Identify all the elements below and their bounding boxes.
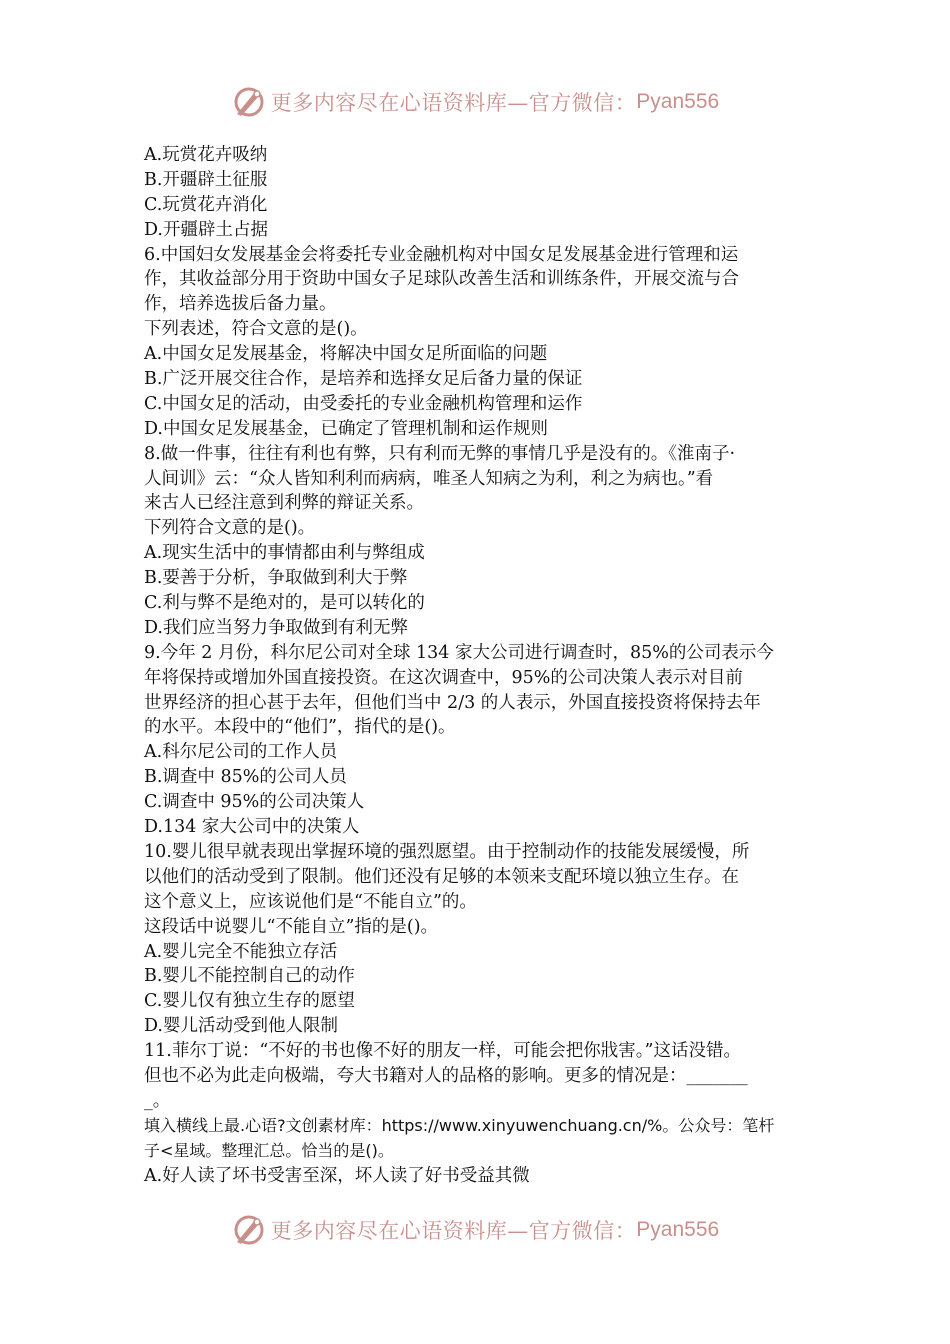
text-line: C.中国女足的活动，由受委托的专业金融机构管理和运作 — [144, 393, 583, 414]
watermark-text: 更多内容尽在心语资料库—官方微信： — [270, 91, 637, 115]
text-line: A.婴儿完全不能独立存活 — [144, 941, 338, 962]
text-line: 这个意义上，应该说他们是“不能自立”的。 — [144, 891, 477, 912]
watermark-wechat-id: Pyan556 — [636, 90, 720, 113]
text-line: D.婴儿活动受到他人限制 — [144, 1016, 338, 1037]
text-line: 但也不必为此走向极端，夸大书籍对人的品格的影响。更多的情况是：_______ — [144, 1065, 748, 1086]
document-body — [144, 143, 812, 1188]
text-line: 下列表述，符合文意的是()。 — [144, 319, 368, 340]
text-line: C.利与弊不是绝对的，是可以转化的 — [144, 593, 425, 614]
text-line: 作，其收益部分用于资助中国女子足球队改善生活和训练条件，开展交流与合 — [144, 269, 739, 290]
inserted-note-line: 子<星域。整理汇总。恰当的是()。 — [144, 1140, 394, 1160]
text-line: B.婴儿不能控制自己的动作 — [144, 966, 355, 987]
text-line: B.要善于分析，争取做到利大于弊 — [144, 568, 408, 589]
text-line: C.婴儿仅有独立生存的愿望 — [144, 991, 355, 1012]
text-line: A.玩赏花卉吸纳 — [144, 145, 268, 165]
pen-logo-icon — [231, 84, 267, 120]
watermark-footer — [0, 1208, 950, 1252]
text-line: _。 — [144, 1090, 171, 1111]
question-6-line: 6.中国妇女发展基金会将委托专业金融机构对中国女足发展基金进行管理和运 — [144, 244, 739, 265]
text-line: A.科尔尼公司的工作人员 — [144, 742, 338, 763]
text-line: B.调查中 85%的公司人员 — [144, 767, 347, 788]
pen-logo-icon — [231, 1212, 267, 1248]
text-line: 来古人已经注意到利弊的辩证关系。 — [144, 493, 424, 514]
text-line: 下列符合文意的是()。 — [144, 518, 316, 539]
text-line: 的水平。本段中的“他们”，指代的是()。 — [144, 717, 456, 738]
text-line: B.广泛开展交往合作，是培养和选择女足后备力量的保证 — [144, 369, 583, 390]
text-line: D.中国女足发展基金，已确定了管理机制和运作规则 — [144, 418, 548, 439]
text-line: D.134 家大公司中的决策人 — [144, 817, 360, 838]
text-line: D.我们应当努力争取做到有利无弊 — [144, 617, 408, 638]
question-10-line: 10.婴儿很早就表现出掌握环境的强烈愿望。由于控制动作的技能发展缓慢，所 — [144, 841, 750, 862]
text-line: 年将保持或增加外国直接投资。在这次调查中，95%的公司决策人表示对目前 — [144, 667, 743, 688]
text-line: A.现实生活中的事情都由利与弊组成 — [144, 543, 425, 564]
text-line: 作，培养选拔后备力量。 — [144, 294, 337, 315]
text-line: D.开疆辟土占据 — [144, 219, 268, 240]
watermark-text: 更多内容尽在心语资料库—官方微信： — [270, 1219, 637, 1243]
question-8-line: 8.做一件事，往往有利也有弊，只有利而无弊的事情几乎是没有的。《淮南子· — [144, 443, 736, 464]
text-line: 人间训》云：“众人皆知利利而病病，唯圣人知病之为利，利之为病也。”看 — [144, 468, 714, 489]
text-line: 这段话中说婴儿“不能自立”指的是()。 — [144, 916, 439, 937]
text-line: C.玩赏花卉消化 — [144, 194, 268, 215]
text-line: B.开疆辟土征服 — [144, 169, 268, 190]
inserted-note-line: 填入横线上最.心语?文创素材库：https://www.xinyuwenchuang.cn/%。公众号：笔杆 — [144, 1115, 775, 1135]
text-line: 以他们的活动受到了限制。他们还没有足够的本领来支配环境以独立生存。在 — [144, 866, 739, 887]
text-line: C.调查中 95%的公司决策人 — [144, 792, 365, 813]
text-line: A.好人读了坏书受害至深，坏人读了好书受益其微 — [144, 1165, 530, 1186]
watermark-header — [0, 80, 950, 124]
question-11-line: 11.菲尔丁说：“不好的书也像不好的朋友一样，可能会把你戕害。”这话没错。 — [144, 1041, 741, 1062]
question-9-line: 9.今年 2 月份，科尔尼公司对全球 134 家大公司进行调查时，85%的公司表示今 — [144, 642, 774, 663]
text-line: 世界经济的担心甚于去年，但他们当中 2/3 的人表示，外国直接投资将保持去年 — [144, 692, 761, 713]
text-line: A.中国女足发展基金，将解决中国女足所面临的问题 — [144, 344, 548, 365]
watermark-wechat-id: Pyan556 — [636, 1218, 720, 1241]
